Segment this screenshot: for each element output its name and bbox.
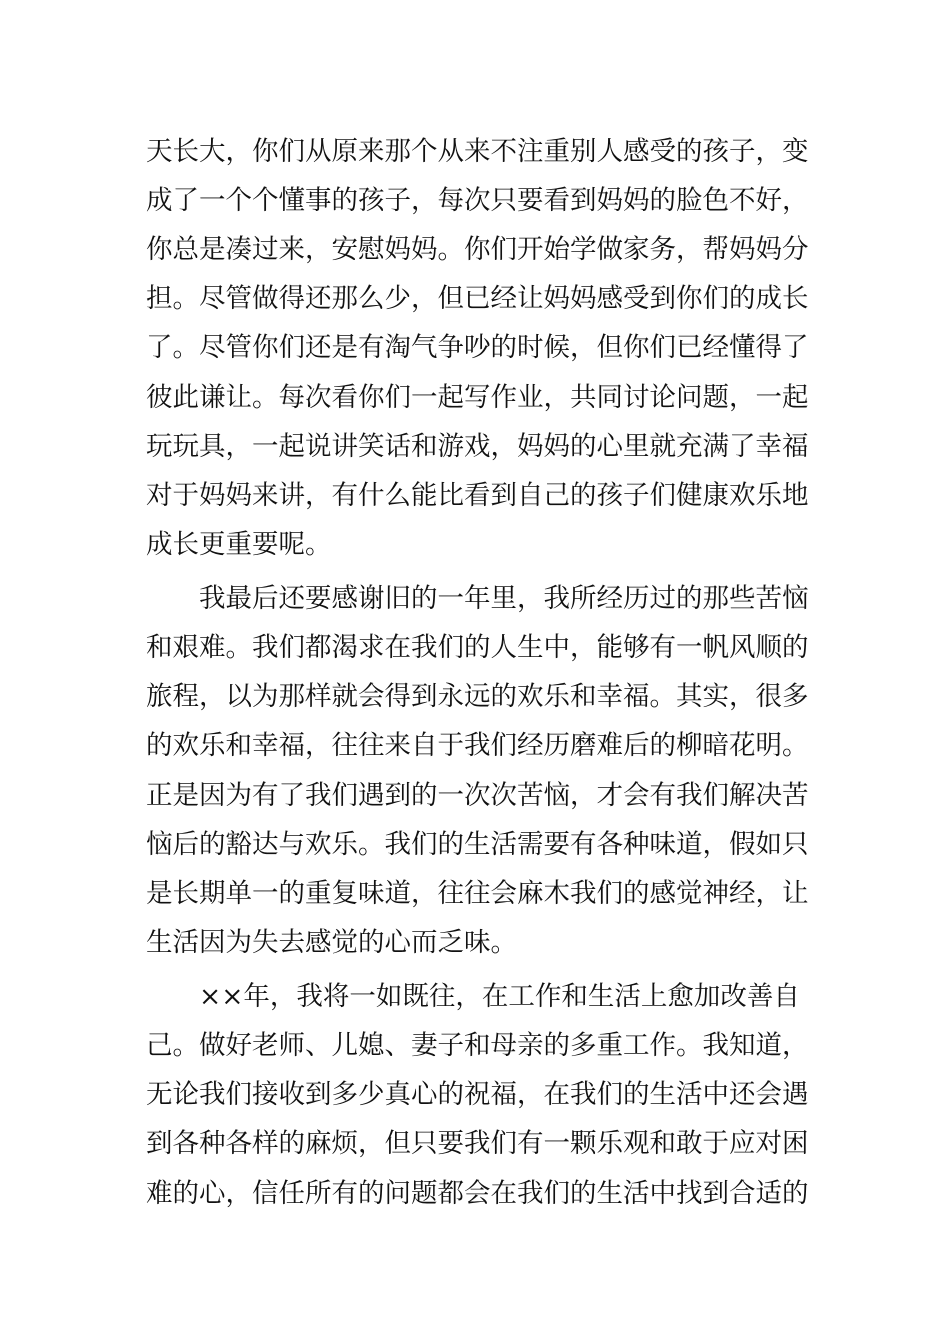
text-line: 和艰难。我们都渴求在我们的人生中，能够有一帆风顺的 [146,632,809,663]
text-line: 天长大，你们从原来那个从来不注重别人感受的孩子，变 [146,136,809,167]
text-line: 己。做好老师、儿媳、妻子和母亲的多重工作。我知道， [146,1030,809,1061]
text-line: 彼此谦让。每次看你们一起写作业，共同讨论问题，一起 [146,382,809,413]
text-line: 对于妈妈来讲，有什么能比看到自己的孩子们健康欢乐地 [146,480,809,511]
text-line: 到各种各样的麻烦，但只要我们有一颗乐观和敢于应对困 [146,1128,809,1159]
paragraph-first-line: ××年，我将一如既往，在工作和生活上愈加改善自 [199,981,800,1012]
text-line: 生活因为失去感觉的心而乏味。 [146,927,517,958]
text-line: 恼后的豁达与欢乐。我们的生活需要有各种味道，假如只 [146,829,809,860]
text-line: 旅程，以为那样就会得到永远的欢乐和幸福。其实，很多 [146,681,809,712]
text-line: 成长更重要呢。 [146,529,332,560]
text-line: 正是因为有了我们遇到的一次次苦恼，才会有我们解决苦 [146,780,809,811]
text-line: 是长期单一的重复味道，往往会麻木我们的感觉神经，让 [146,878,809,909]
text-line: 难的心，信任所有的问题都会在我们的生活中找到合适的 [146,1178,809,1209]
text-line: 的欢乐和幸福，往往来自于我们经历磨难后的柳暗花明。 [146,730,809,761]
paragraph-first-line: 我最后还要感谢旧的一年里，我所经历过的那些苦恼 [199,583,809,614]
text-line: 成了一个个懂事的孩子，每次只要看到妈妈的脸色不好， [146,185,809,216]
text-line: 担。尽管做得还那么少，但已经让妈妈感受到你们的成长 [146,283,809,314]
text-line: 无论我们接收到多少真心的祝福，在我们的生活中还会遇 [146,1079,809,1110]
text-line: 你总是凑过来，安慰妈妈。你们开始学做家务，帮妈妈分 [146,234,809,265]
text-line: 玩玩具，一起说讲笑话和游戏，妈妈的心里就充满了幸福 [146,431,809,462]
text-line: 了。尽管你们还是有淘气争吵的时候，但你们已经懂得了 [146,332,809,363]
